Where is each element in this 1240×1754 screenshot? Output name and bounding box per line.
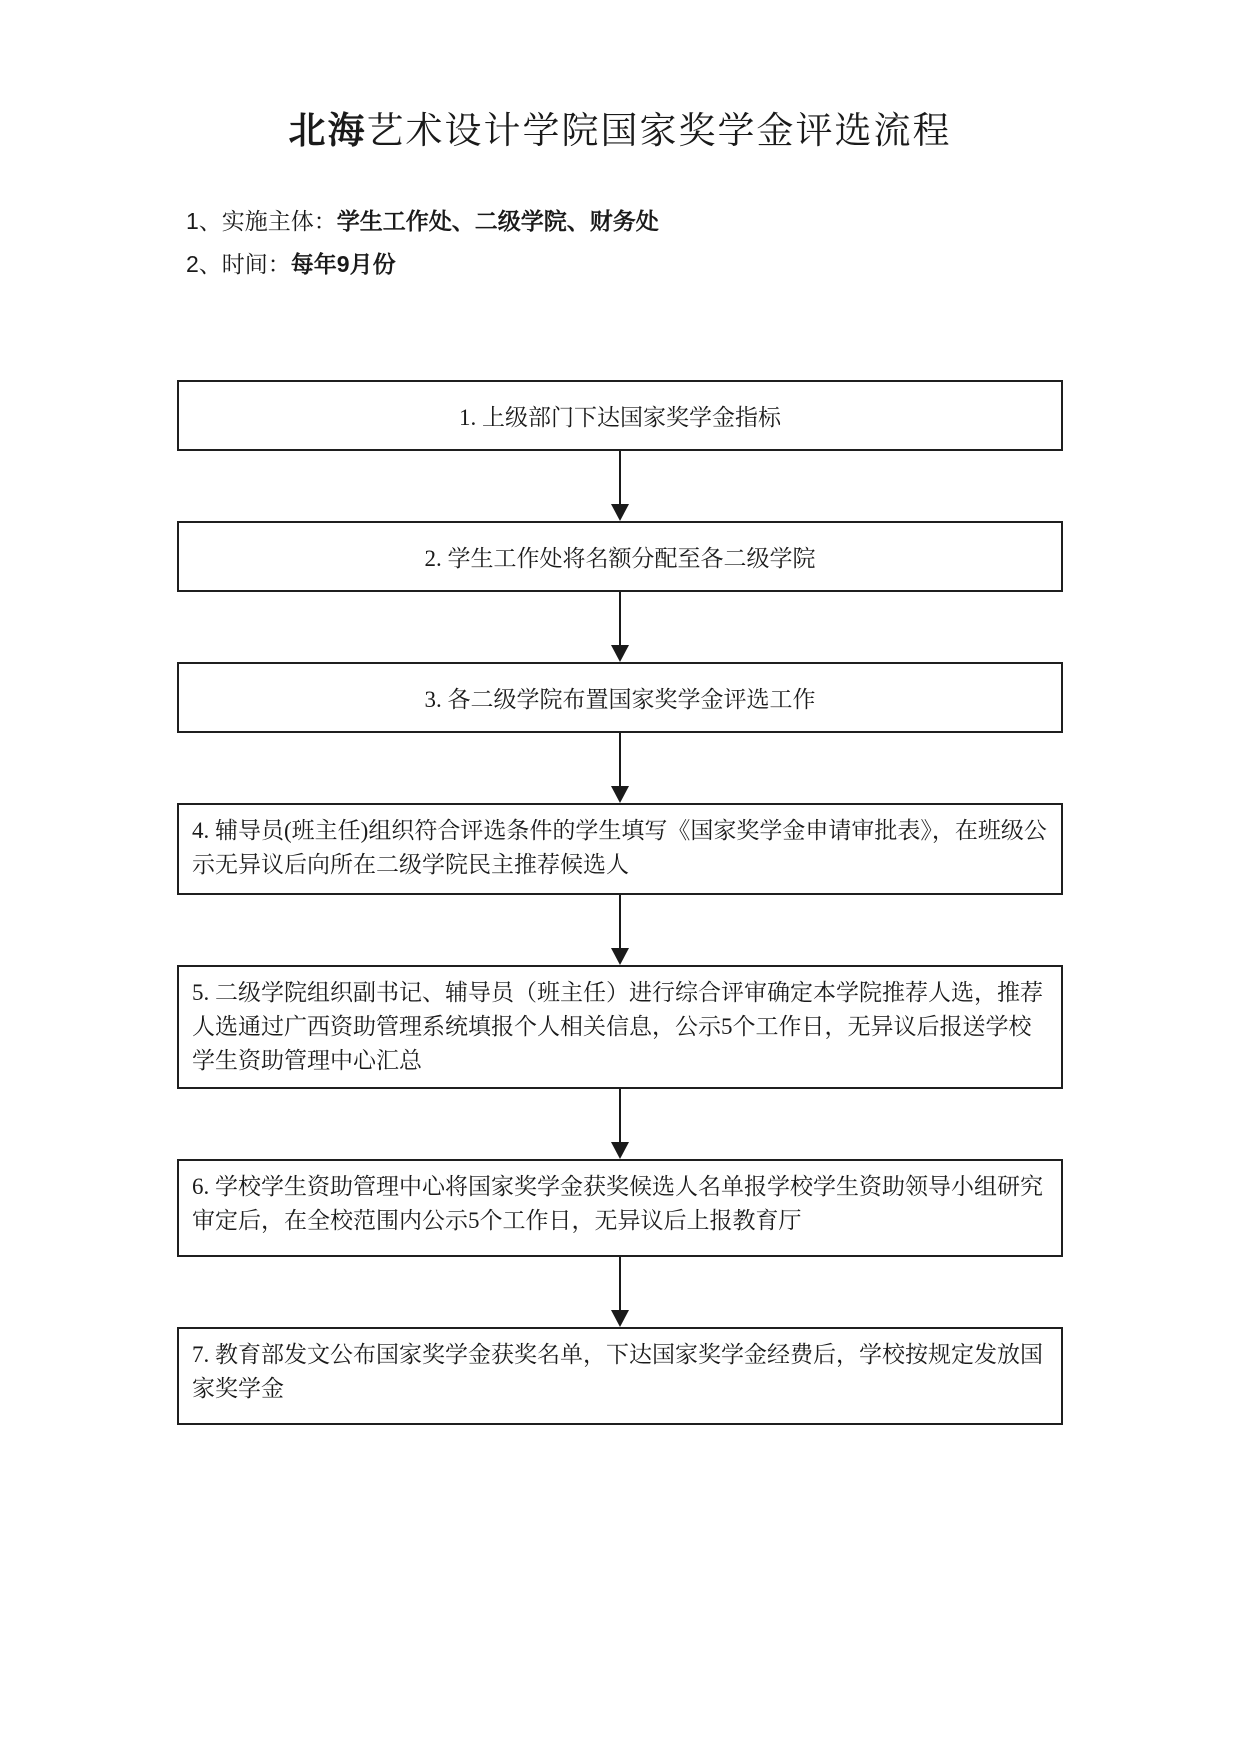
intro-line-time-value: 每年9月份 [290, 251, 396, 277]
flow-step-6-text: 6. 学校学生资助管理中心将国家奖学金获奖候选人名单报学校学生资助领导小组研究审定后，在全校范围内公示5个工作日，无异议后上报教育厅 [192, 1174, 1043, 1233]
page-title-rest: 艺术设计学院国家奖学金评选流程 [366, 110, 952, 151]
arrow-head [611, 1310, 629, 1327]
flow-step-3 [177, 662, 1063, 733]
arrow-line [619, 733, 621, 787]
arrow-head [611, 786, 629, 803]
flow-step-3-text: 3. 各二级学院布置国家奖学金评选工作 [424, 687, 816, 712]
arrow-head [611, 948, 629, 965]
intro-line-subject-label: 1、实施主体： [186, 208, 337, 234]
flowchart [177, 380, 1063, 1425]
arrow-line [619, 451, 621, 505]
arrow-line [619, 1089, 621, 1143]
intro-line-subject-value: 学生工作处、二级学院、财务处 [336, 208, 659, 234]
flow-step-6 [177, 1159, 1063, 1257]
intro-line-subject [186, 206, 659, 236]
flow-step-4 [177, 803, 1063, 895]
page-title [0, 100, 1240, 154]
arrow-line [619, 1257, 621, 1311]
arrow-line [619, 895, 621, 949]
intro-line-time [186, 249, 659, 279]
intro-line-time-label: 2、时间： [186, 251, 291, 277]
arrow-line [619, 592, 621, 646]
page-title-bold-part: 北海 [288, 110, 367, 151]
flow-step-2 [177, 521, 1063, 592]
arrow-down-icon [177, 895, 1063, 965]
arrow-head [611, 1142, 629, 1159]
arrow-down-icon [177, 1089, 1063, 1159]
flow-step-7-text: 7. 教育部发文公布国家奖学金获奖名单，下达国家奖学金经费后，学校按规定发放国家奖学金 [192, 1342, 1043, 1401]
intro-section [186, 206, 659, 292]
arrow-down-icon [177, 1257, 1063, 1327]
flow-step-4-text: 4. 辅导员(班主任)组织符合评选条件的学生填写《国家奖学金申请审批表》，在班级公示无异议后向所在二级学院民主推荐候选人 [192, 818, 1047, 877]
arrow-down-icon [177, 733, 1063, 803]
arrow-head [611, 504, 629, 521]
arrow-down-icon [177, 592, 1063, 662]
flow-step-1 [177, 380, 1063, 451]
flow-step-5 [177, 965, 1063, 1089]
flow-step-1-text: 1. 上级部门下达国家奖学金指标 [459, 405, 781, 430]
arrow-head [611, 645, 629, 662]
arrow-down-icon [177, 451, 1063, 521]
flow-step-2-text: 2. 学生工作处将名额分配至各二级学院 [424, 546, 816, 571]
flow-step-5-text: 5. 二级学院组织副书记、辅导员（班主任）进行综合评审确定本学院推荐人选，推荐人选通过广西资助管理系统填报个人相关信息，公示5个工作日，无异议后报送学校学生资助管理中心汇总 [192, 980, 1043, 1073]
flow-step-7 [177, 1327, 1063, 1425]
